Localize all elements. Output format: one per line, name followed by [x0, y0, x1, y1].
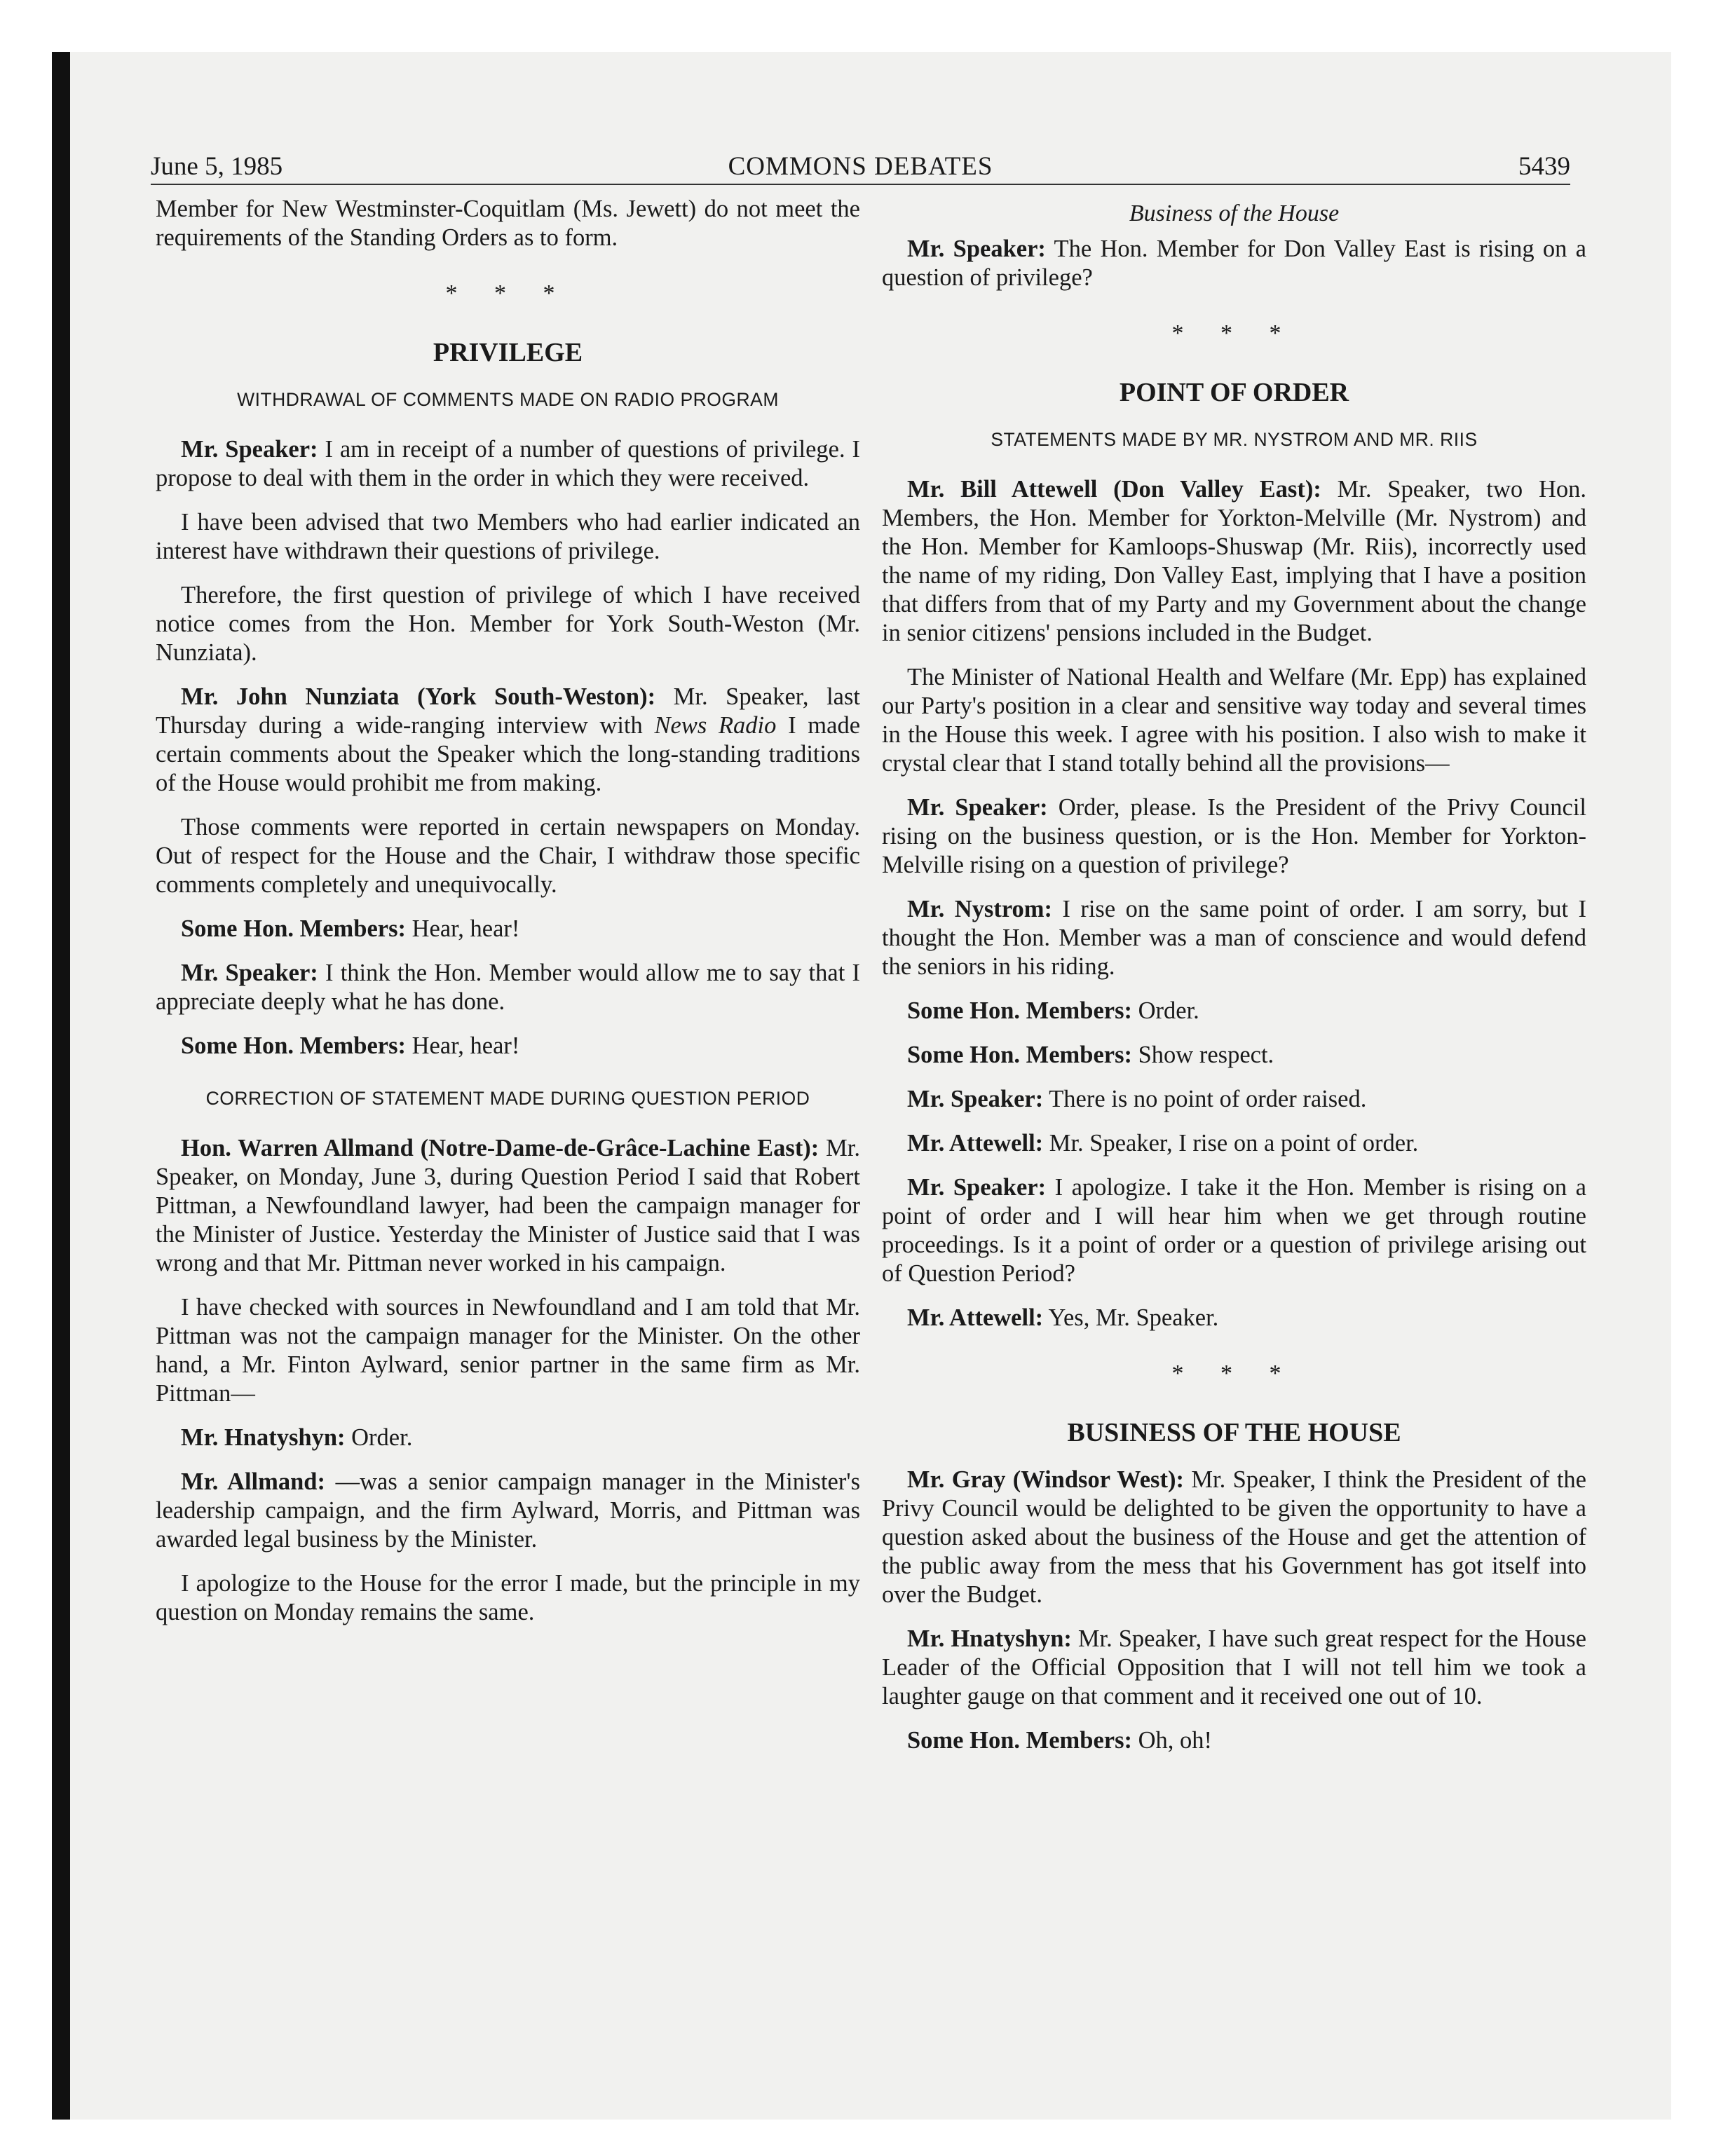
- speaker-name: Mr. Gray (Windsor West):: [907, 1466, 1184, 1493]
- right-column: [882, 195, 1586, 1770]
- speech-paragraph: [882, 1304, 1586, 1332]
- speech-paragraph: [882, 1726, 1586, 1755]
- speech-paragraph: [156, 915, 860, 943]
- speaker-name: Some Hon. Members:: [181, 1032, 406, 1059]
- speech-paragraph: [882, 1085, 1586, 1114]
- section-subheading: STATEMENTS MADE BY MR. NYSTROM AND MR. RIIS: [991, 429, 1478, 450]
- speaker-name: Some Hon. Members:: [181, 915, 406, 942]
- speech-text: Mr. Speaker, I think the President of the Privy Council would be delighted to be given the opportunity to have a question asked about the business of the House and get the attention of the public away from the mess that his Government has got itself into over the Budget.: [882, 1466, 1586, 1608]
- speech-paragraph: [882, 1129, 1586, 1158]
- speech-text: Yes, Mr. Speaker.: [1043, 1304, 1219, 1331]
- header-title: COMMONS DEBATES: [728, 152, 993, 181]
- section-subheading: CORRECTION OF STATEMENT MADE DURING QUESTION PERIOD: [205, 1088, 810, 1109]
- section-separator: * * *: [1171, 1360, 1297, 1386]
- paragraph: I have checked with sources in Newfoundland and I am told that Mr. Pittman was not the campaign manager for the Minister. On the other hand, a Mr. Finton Aylward, senior partner in the same firm as Mr. Pittman—: [156, 1294, 860, 1407]
- speaker-name: Hon. Warren Allmand (Notre-Dame-de-Grâce-Lachine East):: [181, 1135, 819, 1161]
- paragraph: Those comments were reported in certain newspapers on Monday. Out of respect for the House and the Chair, I withdraw those specific comments completely and unequivocally.: [156, 814, 860, 898]
- speaker-name: Mr. Attewell:: [907, 1130, 1044, 1157]
- speech-paragraph: [882, 475, 1586, 648]
- speech-text: I made certain comments about the Speaker which the long-standing traditions of the House would prohibit me from making.: [156, 712, 861, 796]
- speech-paragraph: [882, 1173, 1586, 1288]
- speech-text: The Hon. Member for Don Valley East is rising on a question of privilege?: [882, 236, 1586, 291]
- speaker-name: Mr. Nystrom:: [907, 896, 1053, 922]
- speech-paragraph: [156, 1032, 860, 1060]
- speaker-name: Some Hon. Members:: [907, 1727, 1132, 1754]
- page-header: [151, 149, 1570, 185]
- speaker-name: Mr. Hnatyshyn:: [907, 1625, 1072, 1652]
- paragraph: Member for New Westminster-Coquitlam (Ms. Jewett) do not meet the requirements of the Standing Orders as to form.: [156, 196, 860, 251]
- speech-text: There is no point of order raised.: [1043, 1086, 1367, 1112]
- speech-text: Mr. Speaker, I have such great respect for the House Leader of the Official Opposition that I will not tell him we took a laughter gauge on that comment and it received one out of 10.: [882, 1625, 1586, 1710]
- speech-text: Mr. Speaker, two Hon. Members, the Hon. Member for Yorkton-Melville (Mr. Nystrom) and the Hon. Member for Kamloops-Shuswap (Mr. Riis), incorrectly used the name of my riding, Don Valley East, implying that I have a position that differs from that of my Party and my Government about the change in senior citizens' pensions included in the Budget.: [882, 476, 1586, 646]
- speech-text: I apologize. I take it the Hon. Member is rising on a point of order and I will hear him when we get through routine proceedings. Is it a point of order or a question of privilege arising out of Question Period?: [882, 1174, 1586, 1287]
- binding-edge: [52, 52, 70, 2120]
- speech-text: Mr. Speaker, on Monday, June 3, during Question Period I said that Robert Pittman, a Newfoundland lawyer, had been the campaign manager for the Minister of Justice. Yesterday the Minister of Justice said that I was wrong and that Mr. Pittman never worked in his campaign.: [156, 1135, 861, 1276]
- speech-paragraph: [156, 1134, 860, 1278]
- speech-text: Hear, hear!: [405, 1032, 520, 1059]
- speech-text: Order, please. Is the President of the Privy Council rising on the business question, or is the Hon. Member for Yorkton-Melville rising on a question of privilege?: [882, 794, 1586, 878]
- speech-paragraph: [156, 959, 860, 1016]
- speaker-name: Mr. Hnatyshyn:: [181, 1424, 346, 1451]
- speech-paragraph: [882, 1466, 1586, 1609]
- speech-text: I am in receipt of a number of questions of privilege. I propose to deal with them in the order in which they were received.: [156, 436, 860, 491]
- paragraph: The Minister of National Health and Welfare (Mr. Epp) has explained our Party's position in a clear and sensitive way today and several times in the House this week. I agree with his position. I also wish to make it crystal clear that I stand totally behind all the provisions—: [882, 664, 1586, 777]
- section-heading: BUSINESS OF THE HOUSE: [1067, 1418, 1401, 1447]
- speech-text: I rise on the same point of order. I am sorry, but I thought the Hon. Member was a man of conscience and would defend the seniors in his riding.: [882, 896, 1586, 980]
- header-date: June 5, 1985: [151, 152, 283, 181]
- speaker-name: Some Hon. Members:: [907, 997, 1132, 1024]
- speaker-name: Mr. Speaker:: [907, 236, 1046, 262]
- speech-text: Hear, hear!: [405, 915, 520, 942]
- section-subheading: WITHDRAWAL OF COMMENTS MADE ON RADIO PROGRAM: [237, 389, 779, 410]
- speech-paragraph: [882, 1625, 1586, 1711]
- paragraph: Therefore, the first question of privilege of which I have received notice comes from the Hon. Member for York South-Weston (Mr. Nunziata).: [156, 582, 860, 666]
- paragraph: I have been advised that two Members who had earlier indicated an interest have withdrawn their questions of privilege.: [156, 509, 860, 564]
- page-number: 5439: [1518, 152, 1570, 181]
- running-head: Business of the House: [1129, 200, 1340, 226]
- speaker-name: Mr. Attewell:: [907, 1304, 1044, 1331]
- speaker-name: Mr. Speaker:: [181, 436, 318, 463]
- speaker-name: Some Hon. Members:: [907, 1042, 1132, 1068]
- speech-text: Mr. Speaker, last Thursday during a wide-ranging interview with: [156, 683, 861, 739]
- speech-text: Order.: [1131, 997, 1199, 1024]
- speech-paragraph: [156, 683, 860, 798]
- speaker-name: Mr. Allmand:: [181, 1468, 325, 1495]
- speech-text: Show respect.: [1131, 1042, 1274, 1068]
- paragraph: I apologize to the House for the error I made, but the principle in my question on Monday remains the same.: [156, 1570, 860, 1625]
- speaker-name: Mr. Speaker:: [907, 1174, 1047, 1201]
- speech-text: I think the Hon. Member would allow me to say that I appreciate deeply what he has done.: [156, 960, 860, 1015]
- speech-text: Order.: [345, 1424, 413, 1451]
- section-heading: PRIVILEGE: [433, 338, 583, 367]
- speech-paragraph: [882, 235, 1586, 292]
- speech-paragraph: [156, 1468, 860, 1554]
- speech-paragraph: [882, 895, 1586, 981]
- speaker-name: Mr. John Nunziata (York South-Weston):: [181, 683, 656, 710]
- speaker-name: Mr. Speaker:: [181, 960, 318, 986]
- speech-paragraph: [156, 1424, 860, 1452]
- speech-paragraph: [156, 435, 860, 493]
- left-column: [156, 195, 860, 1642]
- speech-paragraph: [882, 1041, 1586, 1070]
- speaker-name: Mr. Speaker:: [907, 794, 1048, 821]
- speech-text: —was a senior campaign manager in the Minister's leadership campaign, and the firm Aylward, Morris, and Pittman was awarded legal business by the Minister.: [156, 1468, 861, 1553]
- speech-paragraph: [882, 997, 1586, 1025]
- program-title: News Radio: [654, 712, 777, 739]
- section-heading: POINT OF ORDER: [1119, 378, 1349, 407]
- speech-paragraph: [882, 793, 1586, 880]
- speech-text: Mr. Speaker, I rise on a point of order.: [1043, 1130, 1419, 1157]
- speech-text: Oh, oh!: [1131, 1727, 1213, 1754]
- speaker-name: Mr. Speaker:: [907, 1086, 1044, 1112]
- section-separator: * * *: [445, 280, 571, 306]
- section-separator: * * *: [1171, 320, 1297, 346]
- speaker-name: Mr. Bill Attewell (Don Valley East):: [907, 476, 1321, 503]
